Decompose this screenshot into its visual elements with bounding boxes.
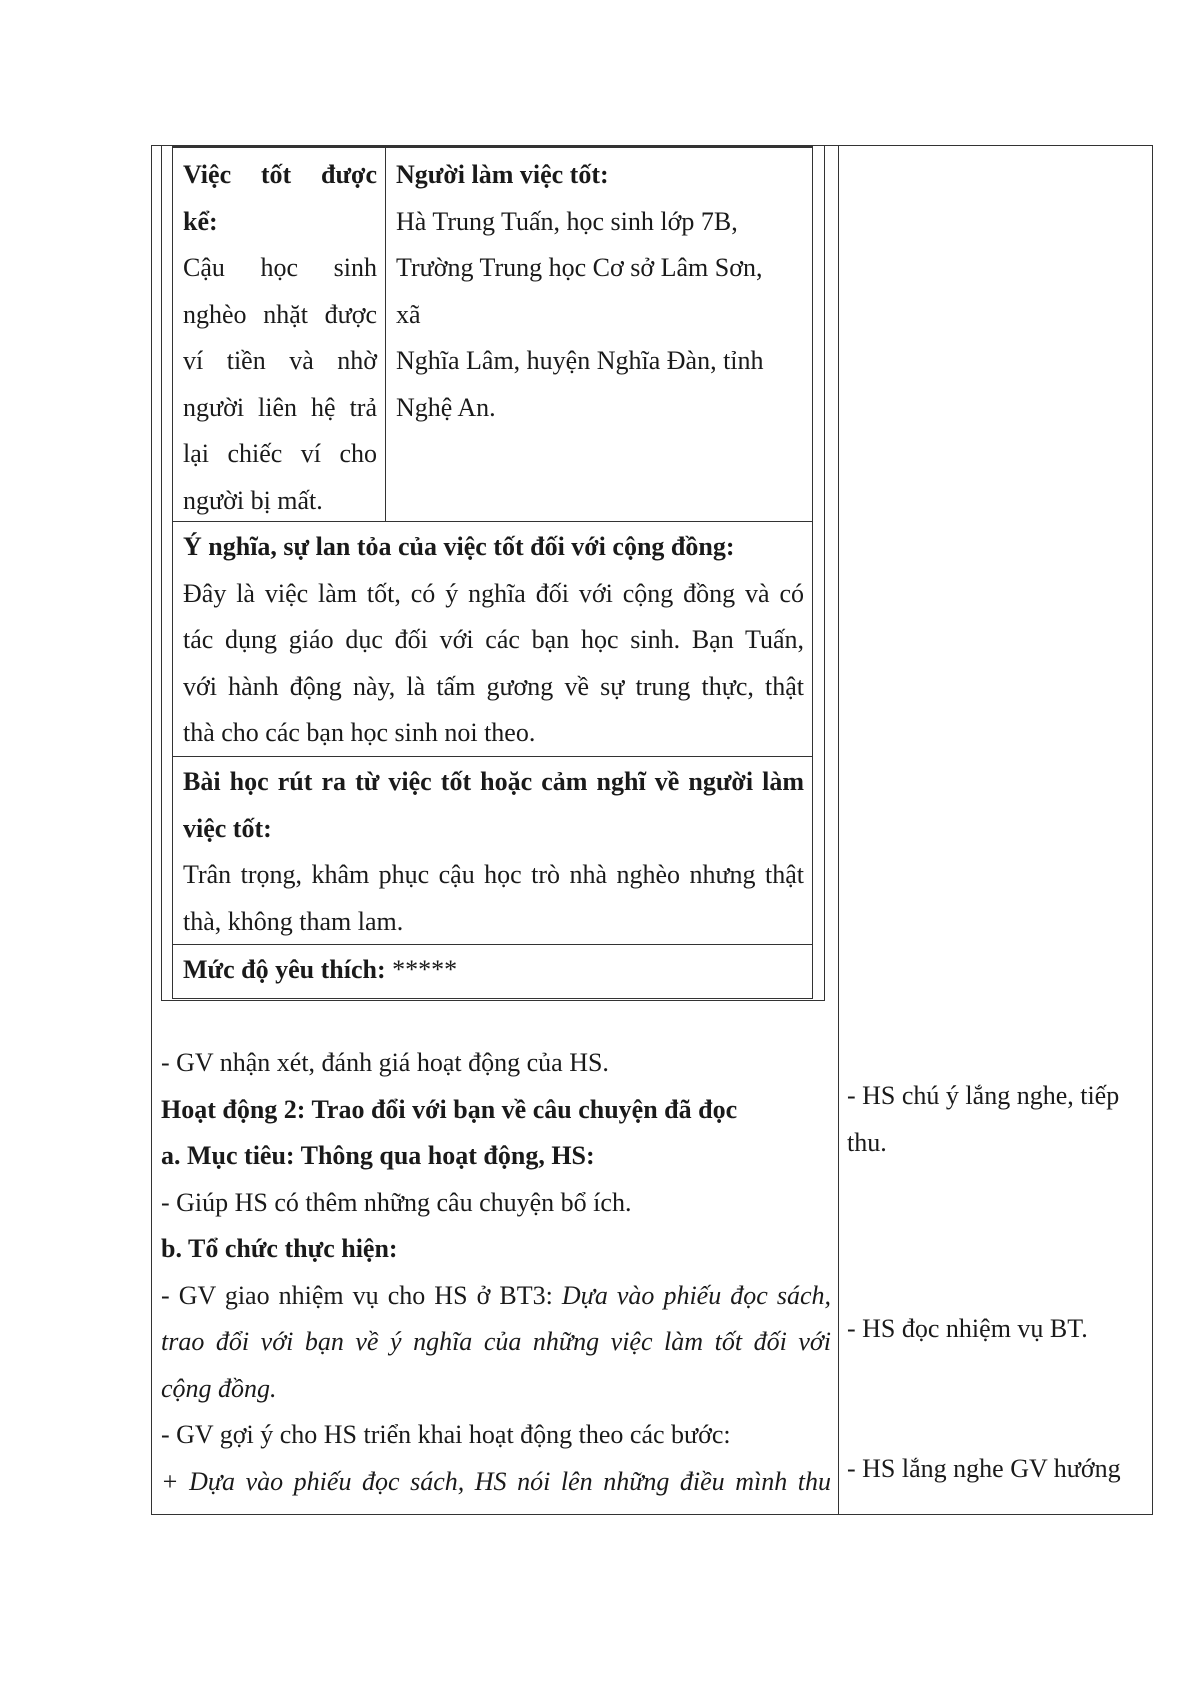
good-deed-text: nghèo nhặt được bbox=[183, 299, 377, 329]
teacher-activities bbox=[161, 1040, 831, 1505]
teacher-line: - GV giao nhiệm vụ cho HS ở BT3: Dựa vào phiếu đọc sách, bbox=[161, 1280, 831, 1310]
doer-label: Người làm việc tốt: bbox=[396, 160, 609, 189]
rating-stars: ***** bbox=[392, 955, 458, 984]
doer-cell bbox=[386, 148, 812, 525]
objective-heading: a. Mục tiêu: Thông qua hoạt động, HS: bbox=[161, 1141, 595, 1170]
student-line: - HS lắng nghe GV hướng bbox=[847, 1454, 1121, 1483]
student-line: - HS đọc nhiệm vụ BT. bbox=[847, 1314, 1088, 1343]
student-response-3 bbox=[847, 1446, 1147, 1493]
good-deed-text: lại chiếc ví cho bbox=[183, 439, 377, 468]
meaning-text: thà cho các bạn học sinh noi theo. bbox=[183, 718, 536, 747]
meaning-cell bbox=[173, 522, 812, 757]
teacher-line: trao đổi với bạn về ý nghĩa của những việc làm tốt đối với bbox=[161, 1327, 831, 1356]
rating-cell bbox=[173, 945, 812, 998]
doer-text: xã bbox=[396, 299, 421, 329]
meaning-text: Đây là việc làm tốt, có ý nghĩa đối với cộng đồng và có bbox=[183, 578, 804, 608]
student-line: thu. bbox=[847, 1127, 887, 1157]
teacher-line: + Dựa vào phiếu đọc sách, HS nói lên những điều mình thu bbox=[161, 1466, 831, 1496]
good-deed-text: Cậu học sinh bbox=[183, 253, 377, 282]
activity-2-heading: Hoạt động 2: Trao đổi với bạn về câu chuyện đã đọc bbox=[161, 1094, 738, 1124]
teacher-line: - Giúp HS có thêm những câu chuyện bổ ích. bbox=[161, 1187, 632, 1217]
column-divider bbox=[838, 146, 839, 1514]
good-deed-text: người liên hệ trả bbox=[183, 392, 377, 422]
lesson-label: việc tốt: bbox=[183, 813, 272, 843]
doer-text: Nghệ An. bbox=[396, 392, 496, 422]
student-response-1 bbox=[847, 1073, 1147, 1166]
reading-sheet-table bbox=[172, 146, 813, 999]
doer-text: Hà Trung Tuấn, học sinh lớp 7B, bbox=[396, 206, 738, 236]
student-line: - HS chú ý lắng nghe, tiếp bbox=[847, 1081, 1120, 1110]
deed-row bbox=[173, 148, 812, 522]
good-deed-text: người bị mất. bbox=[183, 485, 323, 515]
lesson-cell bbox=[173, 757, 812, 945]
doer-text: Trường Trung học Cơ sở Lâm Sơn, bbox=[396, 253, 763, 282]
good-deed-label-2: kể: bbox=[183, 206, 218, 236]
meaning-text: tác dụng giáo dục đối với các bạn học sinh. Bạn Tuấn, bbox=[183, 625, 804, 654]
good-deed-label-1: Việc tốt được bbox=[183, 160, 377, 189]
good-deed-cell bbox=[173, 148, 386, 521]
rating-line: Mức độ yêu thích: ***** bbox=[183, 955, 458, 984]
meaning-text: với hành động này, là tấm gương về sự trung thực, thật bbox=[183, 671, 804, 701]
reading-sheet-frame bbox=[161, 146, 825, 1001]
teacher-line: cộng đồng. bbox=[161, 1373, 277, 1403]
student-response-2 bbox=[847, 1306, 1147, 1353]
lesson-label: Bài học rút ra từ việc tốt hoặc cảm nghĩ về người làm bbox=[183, 767, 804, 796]
organization-heading: b. Tổ chức thực hiện: bbox=[161, 1234, 398, 1263]
meaning-label: Ý nghĩa, sự lan tỏa của việc tốt đối với cộng đồng: bbox=[183, 532, 735, 561]
good-deed-text: ví tiền và nhờ bbox=[183, 346, 377, 375]
lesson-text: thà, không tham lam. bbox=[183, 906, 404, 936]
lesson-text: Trân trọng, khâm phục cậu học trò nhà nghèo nhưng thật bbox=[183, 860, 804, 889]
teacher-line: - GV nhận xét, đánh giá hoạt động của HS. bbox=[161, 1048, 609, 1077]
teacher-line: - GV gợi ý cho HS triển khai hoạt động theo các bước: bbox=[161, 1420, 731, 1449]
doer-text: Nghĩa Lâm, huyện Nghĩa Đàn, tỉnh bbox=[396, 346, 764, 375]
